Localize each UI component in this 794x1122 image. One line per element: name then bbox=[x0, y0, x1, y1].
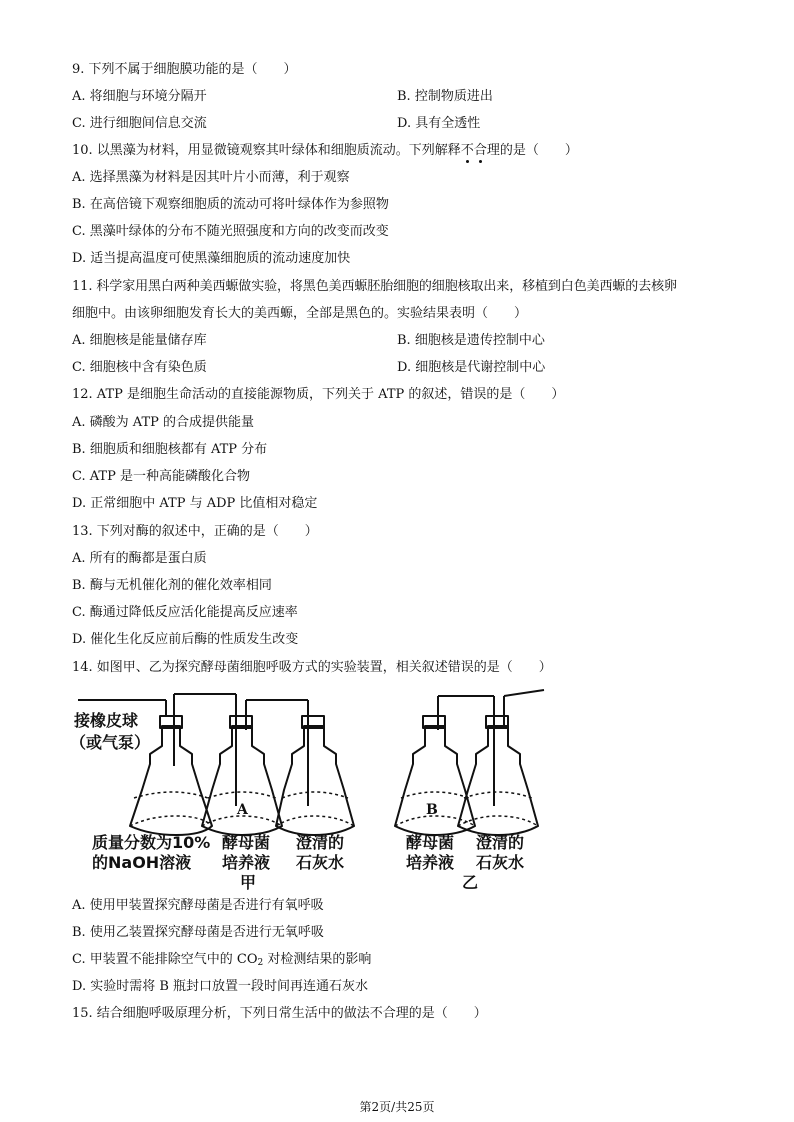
q9-stem: 9. 下列不属于细胞膜功能的是（ ） bbox=[72, 62, 297, 77]
flask-b-letter: B bbox=[426, 802, 438, 818]
label-jia: 甲 bbox=[240, 873, 257, 892]
naoh-label-line1: 质量分数为10% bbox=[92, 833, 211, 852]
naoh-label-line2: 的NaOH溶液 bbox=[92, 853, 192, 872]
q11-option-a: A. 细胞核是能量储存库 bbox=[72, 333, 207, 348]
lime-water-flask-2 bbox=[458, 696, 538, 835]
q12-option-b: B. 细胞质和细胞核都有 ATP 分布 bbox=[72, 442, 268, 457]
q15-stem: 15. 结合细胞呼吸原理分析，下列日常生活中的做法不合理的是（ ） bbox=[72, 1006, 487, 1021]
pump-label-line1: 接橡皮球 bbox=[74, 711, 139, 730]
q14-option-c-post: 对检测结果的影响 bbox=[263, 952, 372, 967]
q9-option-b: B. 控制物质进出 bbox=[397, 89, 493, 104]
q10-emphasis-2: 合 bbox=[473, 143, 487, 158]
q14-option-c-pre: C. 甲装置不能排除空气中的 CO bbox=[72, 952, 258, 967]
q10-option-d: D. 适当提高温度可使黑藻细胞质的流动速度加快 bbox=[72, 251, 351, 266]
yeast-respiration-apparatus-figure bbox=[70, 686, 570, 896]
q9-option-a: A. 将细胞与环境分隔开 bbox=[72, 89, 207, 104]
q10-stem-post: 理的是（ ） bbox=[486, 143, 578, 158]
q14-option-b: B. 使用乙装置探究酵母菌是否进行无氧呼吸 bbox=[72, 925, 324, 940]
q10-option-b: B. 在高倍镜下观察细胞质的流动可将叶绿体作为参照物 bbox=[72, 197, 389, 212]
q9-option-d: D. 具有全透性 bbox=[397, 116, 481, 131]
q11-option-d: D. 细胞核是代谢控制中心 bbox=[397, 360, 546, 375]
q10-stem bbox=[72, 143, 578, 159]
lime2-label-line1: 澄清的 bbox=[476, 833, 525, 852]
q14-stem: 14. 如图甲、乙为探究酵母菌细胞呼吸方式的实验装置，相关叙述错误的是（ ） bbox=[72, 660, 552, 675]
lime-label-line2: 石灰水 bbox=[296, 853, 345, 872]
q14-option-c bbox=[72, 952, 371, 968]
q11-option-c: C. 细胞核中含有染色质 bbox=[72, 360, 207, 375]
lime2-label-line2: 石灰水 bbox=[476, 853, 525, 872]
yeast2-label-line1: 酵母菌 bbox=[406, 833, 455, 852]
lime-label-line1: 澄清的 bbox=[296, 833, 345, 852]
page-number-footer: 第2页/共25页 bbox=[359, 1100, 435, 1114]
q11-stem-line1: 11. 科学家用黑白两种美西螈做实验，将黑色美西螈胚胎细胞的细胞核取出来，移植到白色美西螈的去核卵 bbox=[72, 279, 677, 294]
q11-option-b: B. 细胞核是遗传控制中心 bbox=[397, 333, 545, 348]
q13-option-b: B. 酶与无机催化剂的催化效率相同 bbox=[72, 578, 272, 593]
yeast-label-line2: 培养液 bbox=[222, 853, 271, 872]
q12-stem: 12. ATP 是细胞生命活动的直接能源物质，下列关于 ATP 的叙述，错误的是（ ） bbox=[72, 387, 565, 402]
yeast2-label-line2: 培养液 bbox=[406, 853, 455, 872]
co2-subscript: 2 bbox=[257, 958, 264, 968]
q9-option-c: C. 进行细胞间信息交流 bbox=[72, 116, 207, 131]
q10-stem-pre: 10. 以黑藻为材料，用显微镜观察其叶绿体和细胞质流动。下列解释 bbox=[72, 143, 461, 158]
q13-stem: 13. 下列对酶的叙述中，正确的是（ ） bbox=[72, 524, 318, 539]
q12-option-a: A. 磷酸为 ATP 的合成提供能量 bbox=[72, 415, 255, 430]
q11-stem-line2: 细胞中。由该卵细胞发育长大的美西螈，全部是黑色的。实验结果表明（ ） bbox=[72, 306, 528, 321]
flask-a-letter: A bbox=[237, 802, 248, 818]
lime-water-flask-1 bbox=[276, 700, 354, 835]
q10-option-a: A. 选择黑藻为材料是因其叶片小而薄，利于观察 bbox=[72, 170, 350, 185]
q14-option-d: D. 实验时需将 B 瓶封口放置一段时间再连通石灰水 bbox=[72, 979, 369, 994]
q10-option-c: C. 黑藻叶绿体的分布不随光照强度和方向的改变而改变 bbox=[72, 224, 389, 239]
q13-option-c: C. 酶通过降低反应活化能提高反应速率 bbox=[72, 605, 298, 620]
yeast-label-line1: 酵母菌 bbox=[222, 833, 271, 852]
q14-option-a: A. 使用甲装置探究酵母菌是否进行有氧呼吸 bbox=[72, 898, 324, 913]
pump-label-line2: （或气泵） bbox=[70, 733, 151, 752]
q10-emphasis-1: 不 bbox=[460, 143, 474, 158]
q13-option-a: A. 所有的酶都是蛋白质 bbox=[72, 551, 207, 566]
q12-option-c: C. ATP 是一种高能磷酸化合物 bbox=[72, 469, 250, 484]
q12-option-d: D. 正常细胞中 ATP 与 ADP 比值相对稳定 bbox=[72, 496, 318, 511]
naoh-flask bbox=[130, 694, 212, 835]
q13-option-d: D. 催化生化反应前后酶的性质发生改变 bbox=[72, 632, 299, 647]
label-yi: 乙 bbox=[462, 873, 479, 892]
